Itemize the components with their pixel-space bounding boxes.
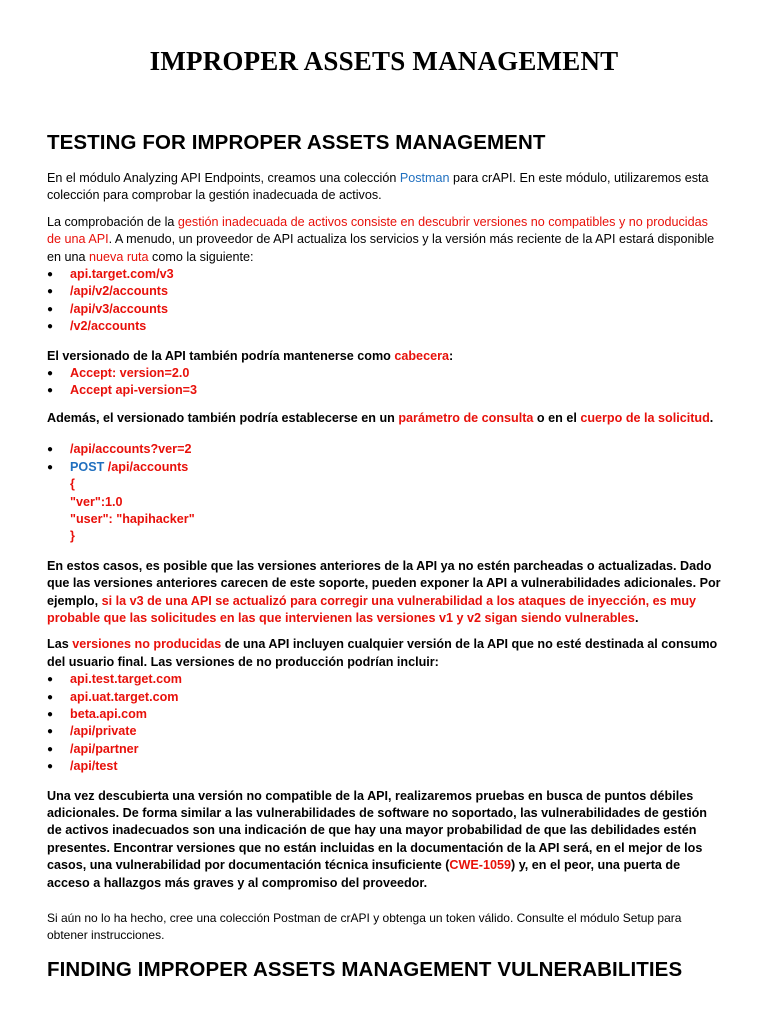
paragraph-non-production bbox=[47, 636, 723, 671]
list-item: ● /api/v2/accounts bbox=[47, 283, 723, 300]
paragraph-setup-note: Si aún no lo ha hecho, cree una colección Postman de crAPI y obtenga un token válido. Consulte el módulo Setup para obtener instrucciones. bbox=[47, 911, 682, 943]
text-run: Las bbox=[47, 637, 73, 652]
example-highlight: si la v3 de una API se actualizó para corregir una vulnerabilidad a los ataques de inyección, es muy probable que las solicitudes en las que intervienen las versiones v1 y v2 sigan siendo vulnerables bbox=[47, 593, 697, 625]
code-line: "user": "hapihacker" bbox=[70, 511, 195, 526]
paragraph-assets-definition bbox=[47, 214, 723, 266]
text-run: ) y, en el peor, una puerta de acceso a hallazgos más graves y al compromiso del proveedor. bbox=[47, 858, 681, 890]
text-run: . bbox=[634, 610, 639, 625]
list-item: ● /v2/accounts bbox=[47, 318, 723, 335]
code-line: } bbox=[70, 529, 75, 544]
non-production-list bbox=[47, 671, 723, 775]
text-run: En estos casos, es posible que las versiones anteriores de la API ya no estén parcheadas o actualizadas. Dado que las versiones anteriores carecen de este soporte, pueden exponer la API a vulnerabilidades adicionales. Por ejemplo, bbox=[47, 558, 721, 608]
text-run: . A menudo, un proveedor de API actualiza los servicios y la versión más reciente de la API estará disponible en una bbox=[47, 232, 715, 264]
list-item: ● Accept: version=2.0 bbox=[47, 365, 723, 382]
text-run: o en el bbox=[533, 410, 581, 425]
text-run: : bbox=[448, 348, 454, 363]
list-item: ● beta.api.com bbox=[47, 706, 723, 723]
section-heading-testing: TESTING FOR IMPROPER ASSETS MANAGEMENT bbox=[47, 131, 546, 154]
query-param-highlight: parámetro de consulta bbox=[398, 410, 534, 425]
list-item: ● api.test.target.com bbox=[47, 671, 723, 688]
code-line: "ver":1.0 bbox=[70, 494, 123, 509]
text-run: El versionado de la API también podría mantenerse como bbox=[47, 348, 395, 363]
list-item: ● api.uat.target.com bbox=[47, 689, 723, 706]
text-run: como la siguiente: bbox=[148, 249, 254, 264]
paragraph-header-versioning bbox=[47, 348, 723, 365]
list-item: ● api.target.com/v3 bbox=[47, 266, 723, 283]
list-item bbox=[47, 459, 723, 476]
request-body-highlight: cuerpo de la solicitud bbox=[580, 410, 710, 425]
list-item: ● /api/accounts?ver=2 bbox=[47, 441, 723, 458]
text-run: Además, el versionado también podría establecerse en un bbox=[47, 410, 399, 425]
cwe-highlight: CWE-1059 bbox=[449, 858, 511, 873]
text-run: La comprobación de la bbox=[47, 214, 178, 229]
document-body bbox=[47, 130, 723, 997]
query-body-examples-list bbox=[47, 441, 723, 545]
text-run: . bbox=[709, 410, 714, 425]
definition-highlight: gestión inadecuada de activos consiste en descubrir versiones no compatibles y no producidas de una API bbox=[47, 214, 708, 247]
list-item: ● /api/v3/accounts bbox=[47, 301, 723, 318]
paragraph-intro bbox=[47, 170, 723, 205]
code-line: { bbox=[70, 477, 75, 492]
text-run: de una API incluyen cualquier versión de la API que no esté destinada al consumo del usuario final. Las versiones de no producción podrían incluir: bbox=[47, 637, 718, 669]
list-item: ● /api/private bbox=[47, 723, 723, 740]
paragraph-old-versions bbox=[47, 558, 723, 628]
text-run: En el módulo Analyzing API Endpoints, creamos una colección bbox=[47, 171, 400, 185]
paragraph-query-body bbox=[47, 410, 723, 427]
header-highlight: cabecera bbox=[394, 348, 449, 363]
postman-highlight: Postman bbox=[399, 171, 450, 185]
list-item: ● /api/partner bbox=[47, 741, 723, 758]
paragraph-testing-approach bbox=[47, 788, 723, 892]
text-run: para crAPI. En este módulo, utilizaremos esta colección para comprobar la gestión inadecuada de activos. bbox=[47, 171, 709, 203]
text-run: Una vez descubierta una versión no compatible de la API, realizaremos pruebas en busca de puntos débiles adicionales. De forma similar a las vulnerabilidades de software no soportado, las vulnerabilidades de gestión de activos inadecuados son una indicación de que hay una mayor probabilidad de que las debilidades estén presentes. Encontrar versiones que no están incluidas en la documentación de la API será, en el mejor de los casos, una vulnerabilidad por documentación técnica insuficiente ( bbox=[47, 788, 707, 873]
non-production-highlight: versiones no producidas bbox=[72, 637, 222, 652]
list-item: ● /api/test bbox=[47, 758, 723, 775]
section-heading-finding: FINDING IMPROPER ASSETS MANAGEMENT VULNERABILITIES bbox=[47, 957, 683, 981]
header-examples-list bbox=[47, 365, 723, 400]
new-route-highlight: nueva ruta bbox=[89, 249, 149, 264]
document-title: IMPROPER ASSETS MANAGEMENT bbox=[149, 46, 619, 76]
post-method: POST bbox=[70, 459, 105, 474]
route-examples-list bbox=[47, 266, 723, 336]
post-path: /api/accounts bbox=[104, 459, 189, 474]
list-item: ● Accept api-version=3 bbox=[47, 382, 723, 399]
